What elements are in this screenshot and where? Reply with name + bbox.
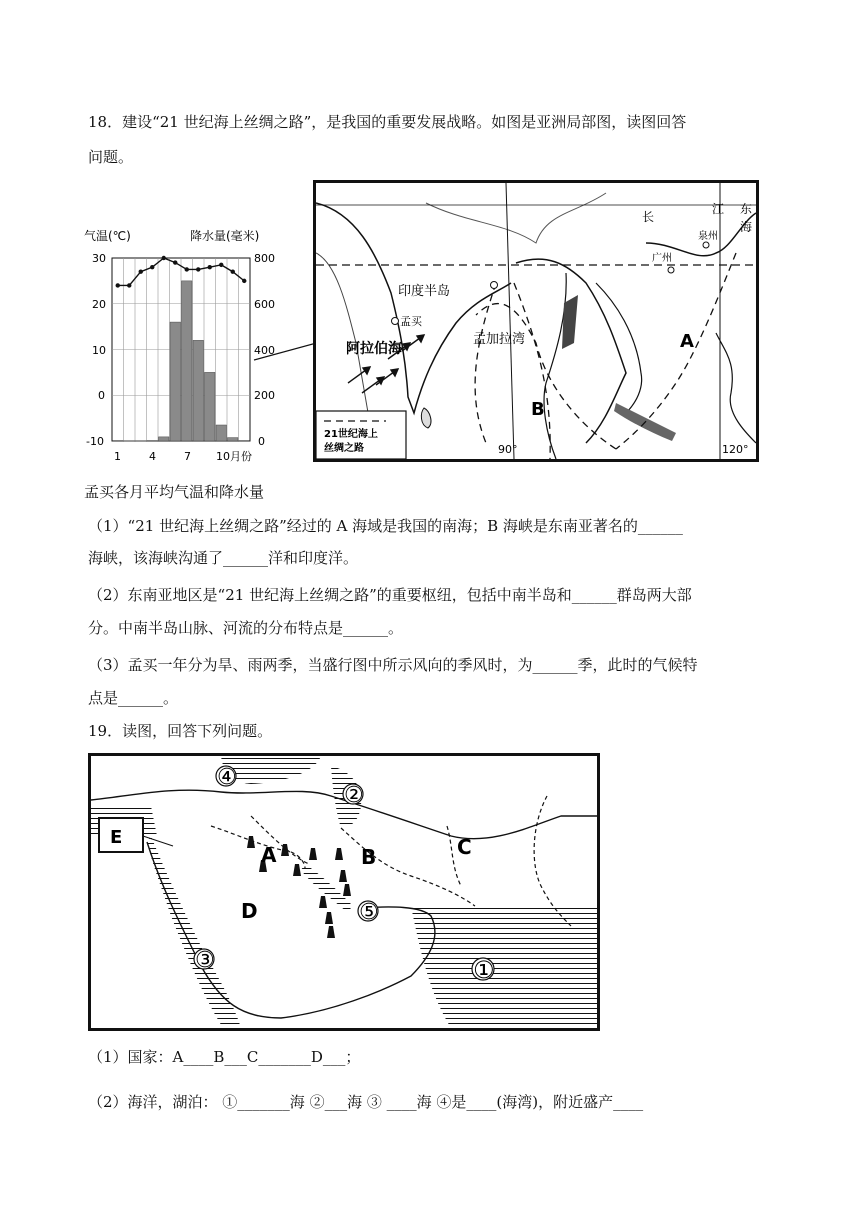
temp-ticks — [86, 252, 106, 448]
month-tick: 4 — [149, 450, 156, 463]
chart-grid — [112, 258, 250, 441]
temp-tick: 0 — [98, 389, 105, 402]
precip-bar-1 — [113, 441, 124, 442]
chang-label: 长 — [642, 210, 655, 224]
temp-point-10 — [219, 263, 223, 267]
q18-sub2-line1: （2）东南亚地区是“21 世纪海上丝绸之路”的重要枢纽，包括中南半岛和______群岛两大部 — [88, 586, 692, 604]
q19-sub2: （2）海洋，湖泊： ①_______海 ②___海 ③ ____海 ④是____(海湾)，附近盛产____ — [88, 1093, 644, 1111]
quanzhou-label: 泉州 — [698, 231, 718, 242]
legend-text-2: 丝绸之路 — [324, 443, 364, 454]
quanzhou-dot — [703, 242, 709, 248]
middle-east-map — [88, 753, 600, 1031]
marker-3: ③ — [195, 948, 215, 973]
temp-point-6 — [173, 260, 177, 264]
marker-5: ⑤ — [359, 900, 379, 925]
q18-sub1-line1: （1）“21 世纪海上丝绸之路”经过的 A 海域是我国的南海；B 海峡是东南亚著名的______ — [88, 517, 683, 535]
east-sea-label-1: 东 — [740, 202, 753, 216]
temp-point-8 — [196, 267, 200, 271]
temp-point-5 — [162, 256, 166, 260]
mumbai-label: 孟买 — [400, 315, 422, 328]
month-tick: 7 — [184, 450, 191, 463]
temp-point-9 — [208, 265, 212, 269]
precip-bar-11 — [228, 438, 239, 441]
guangzhou-label: 广州 — [652, 253, 672, 264]
precip-bar-7 — [182, 281, 193, 441]
precip-bar-12 — [239, 441, 250, 442]
precip-bar-2 — [124, 441, 135, 442]
q18-sub2-line2: 分。中南半岛山脉、河流的分布特点是______。 — [88, 619, 404, 637]
precip-bar-9 — [205, 372, 216, 441]
guangzhou-dot — [668, 267, 674, 273]
temp-axis-label: 气温(℃) — [84, 229, 131, 243]
lon-120-label: 120° — [722, 443, 749, 456]
bay-of-bengal-label: 孟加拉湾 — [473, 332, 526, 347]
country-A-label: A — [261, 843, 277, 867]
marker-1: ① — [473, 956, 495, 984]
temp-point-1 — [116, 283, 120, 287]
precip-axis-label: 降水量(毫米) — [190, 229, 260, 243]
country-B-label: B — [361, 845, 377, 869]
temp-point-3 — [139, 270, 143, 274]
precip-tick: 800 — [254, 252, 275, 265]
marker-2: ② — [344, 783, 364, 808]
east-sea-label-2: 海 — [740, 220, 753, 234]
q18-intro-line2: 问题。 — [88, 148, 134, 166]
month-tick: 1 — [114, 450, 121, 463]
precip-bar-10 — [216, 425, 227, 441]
legend-text-1: 21世纪海上 — [324, 429, 378, 440]
temp-tick: 10 — [92, 344, 106, 357]
precip-bar-4 — [147, 441, 158, 442]
temp-point-2 — [127, 283, 131, 287]
india-peninsula-label: 印度半岛 — [398, 284, 451, 299]
precip-tick: 200 — [254, 389, 275, 402]
marker-4: ④ — [217, 765, 237, 790]
temp-point-4 — [150, 265, 154, 269]
asia-map-drawing — [316, 183, 756, 459]
q18-sub3-line2: 点是______。 — [88, 689, 179, 707]
q19-intro: 19．读图，回答下列问题。 — [88, 722, 273, 740]
precip-bar-8 — [193, 340, 204, 441]
temp-point-7 — [185, 267, 189, 271]
jiang-label: 江 — [712, 202, 725, 216]
sea-A-label: A — [680, 331, 694, 352]
temp-tick: -10 — [86, 435, 104, 448]
chart-caption: 孟买各月平均气温和降水量 — [84, 483, 265, 501]
temp-tick: 30 — [92, 252, 106, 265]
country-C-label: C — [457, 835, 472, 859]
temp-point-12 — [242, 279, 246, 283]
kolkata-dot — [491, 282, 498, 289]
month-tick: 10月份 — [216, 450, 252, 463]
q18-intro-line1: 18．建设“21 世纪海上丝绸之路”，是我国的重要发展战略。如图是亚洲局部图，读图回答 — [88, 113, 687, 131]
q18-sub3-line1: （3）孟买一年分为旱、雨两季，当盛行图中所示风向的季风时，为______季，此时的气候特 — [88, 656, 698, 674]
red-sea-area — [147, 836, 241, 1028]
lon-90-label: 90° — [498, 443, 518, 456]
country-D-label: D — [241, 899, 258, 923]
q19-sub1: （1）国家：A____B___C_______D___； — [88, 1048, 361, 1066]
temp-point-11 — [231, 270, 235, 274]
precip-bar-5 — [159, 437, 170, 441]
label-E: E — [110, 827, 123, 848]
month-ticks — [114, 450, 252, 463]
mumbai-dot — [392, 318, 399, 325]
q18-sub1-line2: 海峡，该海峡沟通了______洋和印度洋。 — [88, 549, 359, 567]
precip-tick: 0 — [258, 435, 265, 448]
precip-tick: 400 — [254, 344, 275, 357]
asia-map — [313, 180, 759, 462]
temp-tick: 20 — [92, 298, 106, 311]
precip-bar-6 — [170, 322, 181, 441]
precip-tick: 600 — [254, 298, 275, 311]
arabian-sea-label: 阿拉伯海 — [346, 341, 402, 357]
strait-B-label: B — [531, 399, 545, 420]
middle-east-map-drawing — [91, 756, 597, 1028]
precip-bar-3 — [136, 441, 147, 442]
